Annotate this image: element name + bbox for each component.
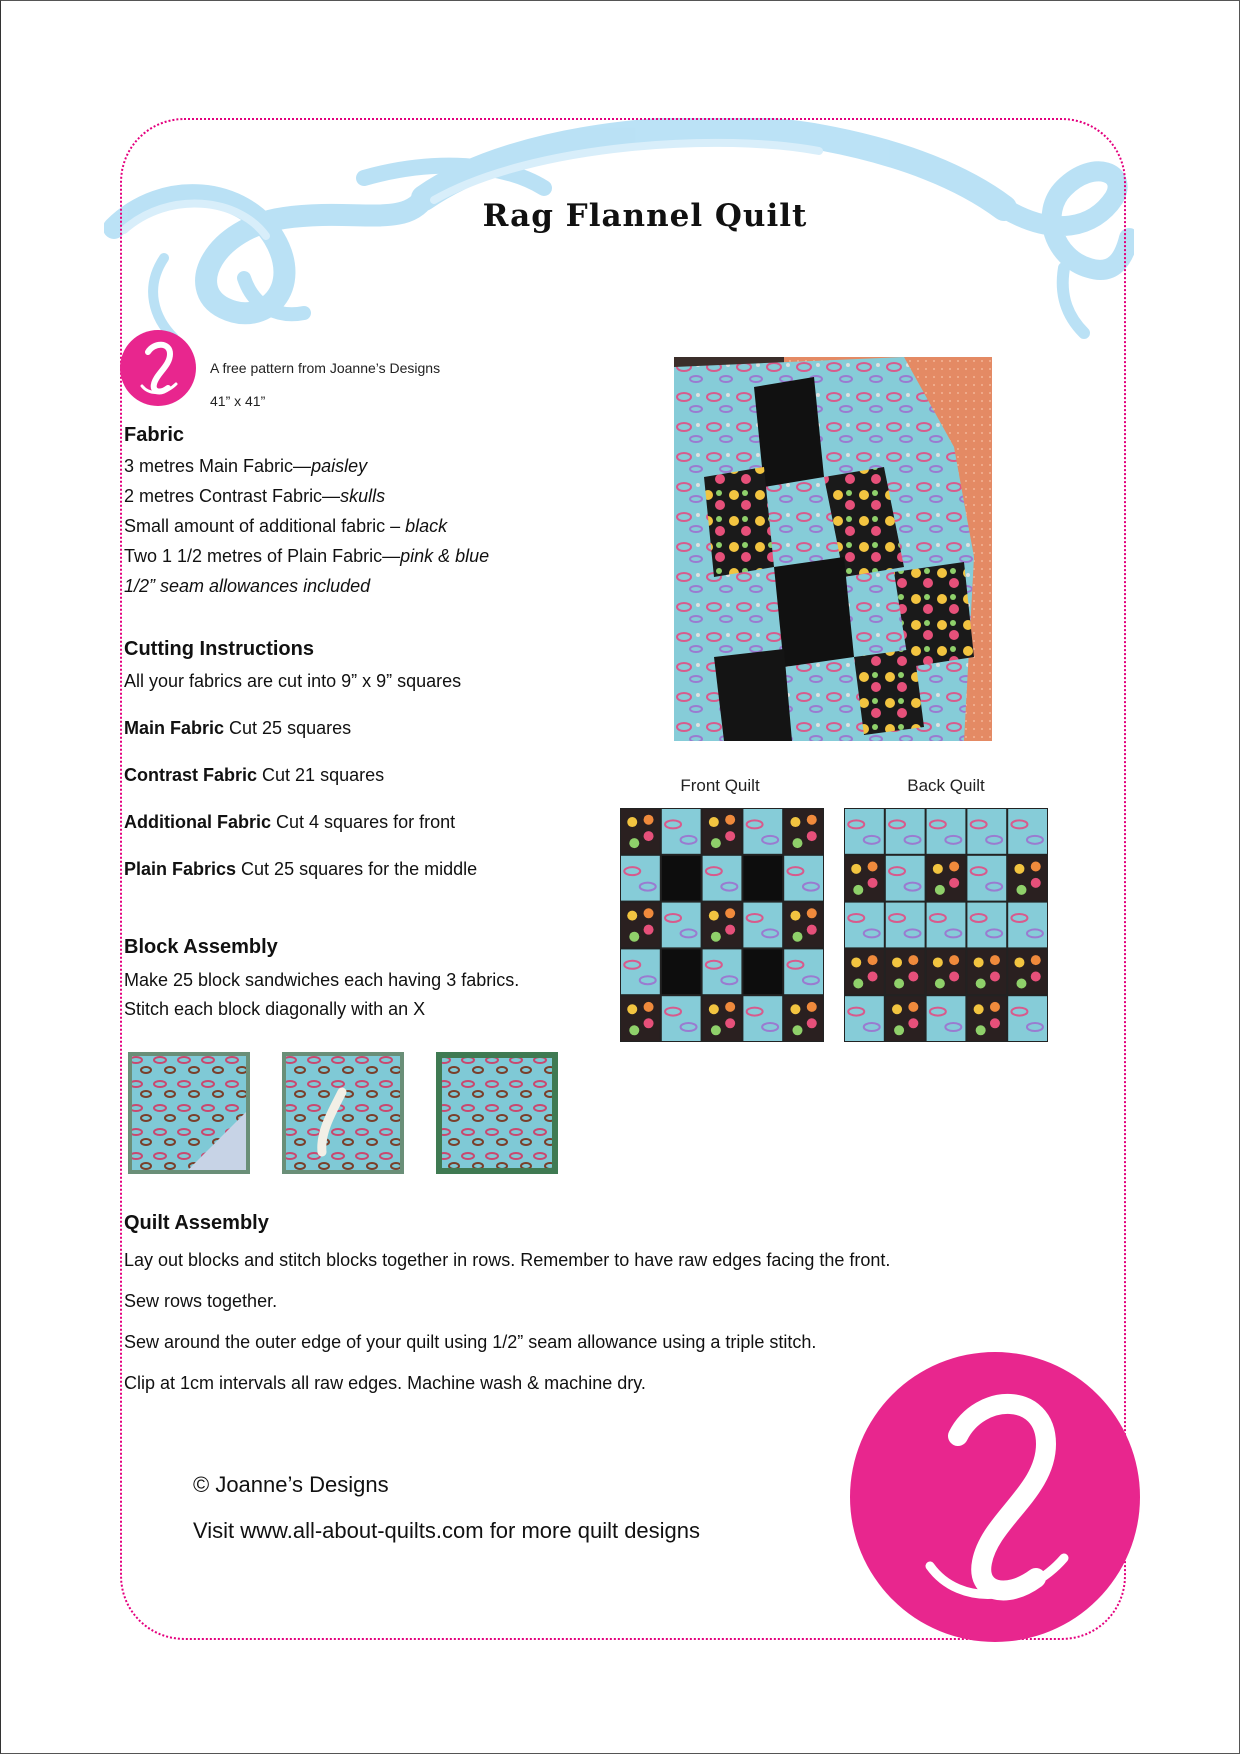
skull-motif — [807, 925, 817, 935]
skull-motif — [908, 1002, 918, 1012]
skull-motif — [1016, 885, 1026, 895]
skull-motif — [644, 1018, 654, 1028]
skull-motif — [976, 979, 986, 989]
skull-motif — [1031, 955, 1041, 965]
seam-allowance-note: 1/2” seam allowances included — [124, 576, 371, 596]
fabric-heading: Fabric — [124, 424, 185, 446]
quilt-assembly-line: Lay out blocks and stitch blocks together in rows. Remember to have raw edges facing the front. — [124, 1250, 891, 1270]
skull-motif — [644, 925, 654, 935]
quilt-square — [967, 903, 1006, 948]
skull-motif — [709, 1004, 719, 1014]
skull-motif — [627, 817, 637, 827]
intro-quilt-size: 41” x 41” — [210, 393, 266, 409]
skull-motif — [949, 862, 959, 872]
quilt-square — [662, 949, 701, 994]
skull-motif — [976, 1025, 986, 1035]
quilt-square — [703, 903, 742, 948]
quilt-square — [845, 996, 884, 1041]
skull-motif — [807, 1002, 817, 1012]
quilt-square — [784, 949, 823, 994]
skull-motif — [627, 911, 637, 921]
fabric-item-emphasis: skulls — [340, 486, 386, 506]
quilt-square — [743, 903, 782, 948]
quilt-assembly-line: Sew around the outer edge of your quilt using 1/2” seam allowance using a triple stitch. — [124, 1332, 817, 1352]
skull-motif — [725, 1002, 735, 1012]
quilt-square — [1008, 996, 1047, 1041]
quilt-square — [967, 809, 1006, 854]
website-link-text: Visit www.all-about-quilts.com for more quilt designs — [193, 1518, 701, 1543]
block-assembly-line: Make 25 block sandwiches each having 3 fabrics. — [124, 970, 520, 990]
quilt-square — [845, 856, 884, 901]
quilt-square — [927, 996, 966, 1041]
quilt-square — [927, 903, 966, 948]
skull-motif — [644, 1002, 654, 1012]
skull-motif — [790, 1004, 800, 1014]
skull-motif — [853, 885, 863, 895]
skull-motif — [1014, 957, 1024, 967]
skull-motif — [851, 864, 861, 874]
skull-motif — [644, 831, 654, 841]
skull-motif — [853, 979, 863, 989]
skull-motif — [629, 932, 639, 942]
cutting-row — [124, 859, 477, 880]
quilt-square — [927, 809, 966, 854]
cutting-row — [124, 812, 455, 833]
quilt-square — [886, 996, 925, 1041]
skull-motif — [933, 957, 943, 967]
quilt-square — [784, 996, 823, 1041]
skull-motif — [949, 878, 959, 888]
skull-motif — [892, 957, 902, 967]
quilt-square — [784, 856, 823, 901]
skull-motif — [807, 1018, 817, 1028]
fabric-item-text: Two 1 1/2 metres of Plain Fabric— — [124, 546, 401, 566]
cutting-row-text: Cut 25 squares — [224, 718, 352, 738]
quilt-square — [621, 949, 660, 994]
cutting-heading: Cutting Instructions — [124, 638, 314, 660]
quilt-square — [845, 903, 884, 948]
quilt-square — [703, 949, 742, 994]
quilt-square — [743, 996, 782, 1041]
skull-motif — [725, 925, 735, 935]
skull-motif — [868, 878, 878, 888]
quilt-square — [743, 949, 782, 994]
fabric-item — [124, 456, 367, 477]
quilt-square — [621, 809, 660, 854]
fabric-item-text: 2 metres Contrast Fabric— — [124, 486, 341, 506]
skull-motif — [711, 932, 721, 942]
skull-motif — [894, 979, 904, 989]
back-quilt-caption: Back Quilt — [907, 776, 985, 795]
skull-motif — [792, 932, 802, 942]
skull-motif — [974, 957, 984, 967]
cutting-row-label: Contrast Fabric — [124, 765, 258, 785]
quilt-square — [662, 903, 701, 948]
quilt-square — [1008, 809, 1047, 854]
back-quilt-image — [844, 808, 1048, 1042]
skull-motif — [807, 831, 817, 841]
skull-motif — [892, 1004, 902, 1014]
quilt-square — [886, 809, 925, 854]
skull-motif — [807, 908, 817, 918]
letter-j-logo-icon — [120, 330, 196, 406]
skull-motif — [1031, 878, 1041, 888]
quilt-assembly-heading: Quilt Assembly — [124, 1212, 269, 1234]
skull-motif — [868, 971, 878, 981]
draped-quilt-image — [674, 357, 992, 741]
skull-motif — [933, 864, 943, 874]
fabric-item-emphasis: pink & blue — [400, 546, 490, 566]
quilt-square — [845, 949, 884, 994]
block-photo-layered — [128, 1052, 250, 1174]
front-quilt-photo — [620, 808, 824, 1042]
block-photo-stitching-image — [282, 1052, 404, 1174]
skull-motif — [629, 1025, 639, 1035]
skull-motif — [629, 838, 639, 848]
draped-quilt-photo — [674, 357, 992, 741]
skull-motif — [990, 955, 1000, 965]
quilt-square — [967, 996, 1006, 1041]
quilt-square — [1008, 949, 1047, 994]
skull-motif — [935, 885, 945, 895]
quilt-square — [703, 996, 742, 1041]
block-photo-stitching — [282, 1052, 404, 1174]
quilt-square — [621, 996, 660, 1041]
fabric-item-text: 3 metres Main Fabric— — [124, 456, 312, 476]
fabric-item-emphasis: paisley — [311, 456, 368, 476]
quilt-square — [743, 856, 782, 901]
quilt-square — [621, 856, 660, 901]
page-title: Rag Flannel Quilt — [482, 198, 808, 234]
brand-logo-small — [120, 330, 196, 406]
skull-motif — [725, 831, 735, 841]
block-assembly-heading: Block Assembly — [124, 936, 278, 958]
block-photo-finished — [436, 1052, 558, 1174]
skull-motif — [974, 1004, 984, 1014]
quilt-square — [886, 949, 925, 994]
quilt-square — [662, 809, 701, 854]
cutting-row-text: Cut 4 squares for front — [271, 812, 456, 832]
skull-motif — [894, 1025, 904, 1035]
skull-motif — [868, 862, 878, 872]
cutting-row-text: Cut 21 squares — [257, 765, 385, 785]
skull-motif — [711, 1025, 721, 1035]
quilt-square — [784, 903, 823, 948]
quilt-square — [967, 856, 1006, 901]
quilt-square — [927, 949, 966, 994]
back-quilt-photo — [844, 808, 1048, 1042]
copyright-notice: © Joanne’s Designs — [193, 1472, 389, 1497]
quilt-square — [886, 856, 925, 901]
quilt-assembly-line: Clip at 1cm intervals all raw edges. Machine wash & machine dry. — [124, 1373, 646, 1393]
skull-motif — [908, 971, 918, 981]
block-photo-finished-image — [436, 1052, 558, 1174]
skull-motif — [851, 957, 861, 967]
skull-motif — [792, 838, 802, 848]
cutting-row — [124, 765, 384, 786]
quilt-square — [845, 809, 884, 854]
skull-motif — [868, 955, 878, 965]
letter-j-logo-icon — [850, 1352, 1140, 1642]
brand-logo-large — [850, 1352, 1140, 1642]
skull-motif — [990, 1002, 1000, 1012]
skull-motif — [1016, 979, 1026, 989]
front-quilt-caption: Front Quilt — [680, 776, 760, 795]
quilt-square — [662, 856, 701, 901]
skull-motif — [792, 1025, 802, 1035]
skull-motif — [644, 815, 654, 825]
skull-motif — [1031, 971, 1041, 981]
quilt-square — [886, 903, 925, 948]
skull-motif — [908, 1018, 918, 1028]
quilt-square — [1008, 856, 1047, 901]
front-quilt-image — [620, 808, 824, 1042]
cutting-row-label: Plain Fabrics — [124, 859, 237, 879]
skull-motif — [709, 817, 719, 827]
skull-motif — [709, 911, 719, 921]
fabric-item-emphasis: black — [405, 516, 448, 536]
quilt-square — [703, 809, 742, 854]
quilt-square — [662, 996, 701, 1041]
skull-motif — [949, 971, 959, 981]
quilt-square — [784, 809, 823, 854]
skull-motif — [725, 908, 735, 918]
cutting-row-label: Additional Fabric — [124, 812, 272, 832]
skull-motif — [1031, 862, 1041, 872]
intro-pattern-source: A free pattern from Joanne’s Designs — [210, 360, 441, 376]
cutting-row-text: Cut 25 squares for the middle — [236, 859, 478, 879]
quilt-square — [621, 903, 660, 948]
skull-motif — [644, 908, 654, 918]
quilt-square — [967, 949, 1006, 994]
skull-motif — [935, 979, 945, 989]
skull-motif — [807, 815, 817, 825]
quilt-square — [703, 856, 742, 901]
cutting-intro: All your fabrics are cut into 9” x 9” squares — [124, 671, 462, 691]
skull-motif — [725, 815, 735, 825]
quilt-assembly-line: Sew rows together. — [124, 1291, 278, 1311]
skull-motif — [990, 971, 1000, 981]
block-photo-layered-image — [128, 1052, 250, 1174]
fabric-item — [124, 516, 447, 537]
skull-motif — [725, 1018, 735, 1028]
fabric-item — [124, 546, 489, 567]
quilt-square — [743, 809, 782, 854]
skull-motif — [790, 911, 800, 921]
fabric-item — [124, 486, 385, 507]
skull-motif — [908, 955, 918, 965]
skull-motif — [1014, 864, 1024, 874]
skull-motif — [949, 955, 959, 965]
skull-motif — [711, 838, 721, 848]
cutting-row-label: Main Fabric — [124, 718, 225, 738]
skull-motif — [990, 1018, 1000, 1028]
quilt-square — [927, 856, 966, 901]
quilt-square — [1008, 903, 1047, 948]
fabric-item-text: Small amount of additional fabric – — [124, 516, 406, 536]
cutting-row — [124, 718, 351, 739]
block-assembly-line: Stitch each block diagonally with an X — [124, 999, 426, 1019]
skull-motif — [790, 817, 800, 827]
skull-motif — [627, 1004, 637, 1014]
